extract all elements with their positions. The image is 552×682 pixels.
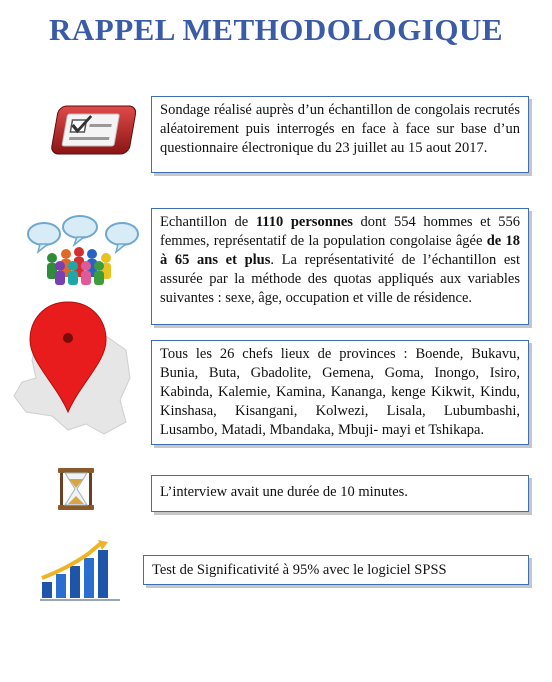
hourglass-icon — [56, 467, 96, 515]
people-speech-bubbles-icon — [22, 214, 142, 290]
page-title: RAPPEL METHODOLOGIQUE — [48, 12, 504, 47]
survey-text: Sondage réalisé auprès d’un échantillon de congolais recrutés aléatoirement puis interrogés en face à face sur base d’un questionnaire électronique du 23 juillet au 15 aout 2017. — [160, 102, 520, 156]
method-box-cities — [151, 340, 529, 445]
cities-text: Tous les 26 chefs lieux de provinces : Boende, Bukavu, Bunia, Buta, Gbadolite, Gemena, Goma, Inongo, Isiro, Kabinda, Kalemie, Kamina, Kananga, kenge Kikwit, Kindu, Kinshasa, Kisangani, Kolwezi, Lisala, Lubumbashi, Lusambo, Matadi, Mbandaka, Mbuji- mayi et Tshikapa. — [160, 346, 520, 438]
sample-text-b: dont 554 hommes et 556 femmes, représentatif de la population congolaise âgée — [160, 214, 520, 249]
sample-text-a: Echantillon de — [160, 214, 256, 230]
map-pin-drc-icon — [8, 300, 138, 444]
sample-age-range: de 18 à 65 ans et plus — [160, 233, 520, 268]
sample-text-c: . La représentativité de l’échantillon est assurée par la méthode des quotas appliqués aux variables suivantes : sexe, âge, occupation et ville de résidence. — [160, 252, 520, 306]
method-box-survey — [151, 96, 529, 173]
method-box-sample — [151, 208, 529, 325]
sample-text — [160, 213, 520, 308]
sample-size: 1110 personnes — [255, 214, 353, 230]
method-box-duration — [151, 475, 529, 512]
duration-text: L’interview avait une durée de 10 minutes. — [160, 484, 408, 500]
checkbox-form-icon — [46, 100, 136, 164]
growth-chart-icon — [38, 538, 124, 606]
method-box-significance — [143, 555, 529, 585]
significance-text: Test de Significativité à 95% avec le logiciel SPSS — [152, 562, 447, 578]
